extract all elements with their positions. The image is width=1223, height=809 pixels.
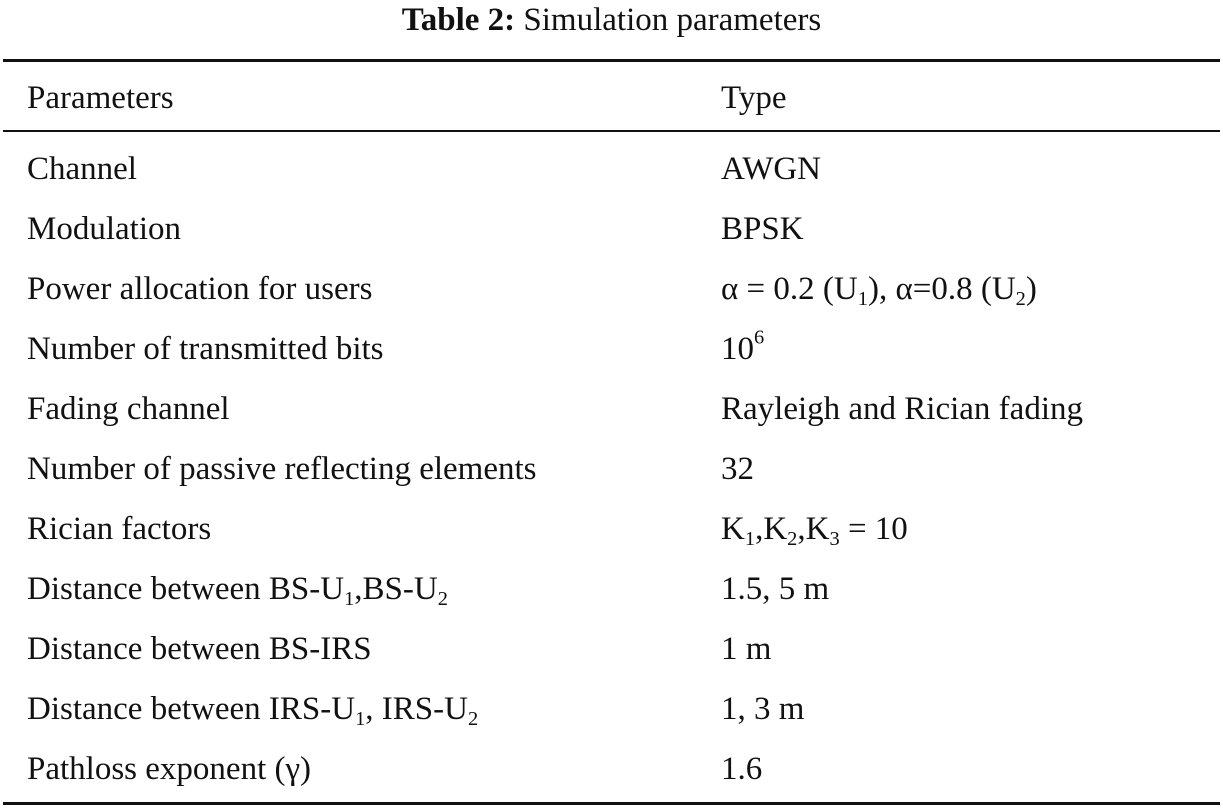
- param-cell: Distance between BS-IRS: [27, 631, 372, 667]
- type-cell: BPSK: [721, 211, 804, 247]
- table-row: [0, 319, 1223, 379]
- table-row: [0, 679, 1223, 739]
- header-type: Type: [721, 80, 787, 116]
- table-row: [0, 559, 1223, 619]
- table-header-row: [0, 68, 1223, 128]
- param-cell: Distance between $BS-U_1,BS-U_2$: [27, 571, 448, 611]
- table-row: [0, 199, 1223, 259]
- type-cell: 1.6: [721, 751, 763, 787]
- table-row: [0, 439, 1223, 499]
- param-cell: Number of transmitted bits: [27, 331, 384, 367]
- table-row: [0, 739, 1223, 799]
- table-row: [0, 379, 1223, 439]
- param-cell: Number of passive reflecting elements: [27, 451, 537, 487]
- param-cell: Rician factors: [27, 511, 212, 547]
- table-row: [0, 619, 1223, 679]
- type-cell: α = 0.2 $(U_1)$, α=0.8 $(U_2)$: [721, 271, 1037, 311]
- param-cell: Distance between IRS-$U_1$, IRS-$U_2$: [27, 691, 479, 731]
- type-cell: 32: [721, 451, 754, 487]
- table-header-rule: [3, 130, 1220, 132]
- param-cell: Pathloss exponent (γ): [27, 751, 312, 787]
- table-caption-label: Table 2:: [401, 2, 516, 38]
- table-row: [0, 499, 1223, 559]
- type-cell: 1 m: [721, 631, 772, 667]
- table-caption: [0, 0, 1223, 44]
- header-parameters: Parameters: [27, 80, 174, 116]
- type-cell: AWGN: [721, 151, 821, 187]
- type-cell: $K_1,K_2,K_3 = 10$: [721, 511, 908, 551]
- param-cell: Modulation: [27, 211, 181, 247]
- table-row: [0, 139, 1223, 199]
- type-cell: 1.5, 5 m: [721, 571, 830, 607]
- type-cell: Rayleigh and Rician fading: [721, 391, 1083, 427]
- param-cell: Channel: [27, 151, 137, 187]
- param-cell: Power allocation for users: [27, 271, 373, 307]
- table-caption-title: Simulation parameters: [523, 2, 822, 38]
- type-cell: $10^6$: [721, 326, 765, 367]
- table-top-rule: [3, 59, 1220, 62]
- param-cell: Fading channel: [27, 391, 230, 427]
- table-row: [0, 259, 1223, 319]
- table-bottom-rule: [3, 802, 1220, 805]
- type-cell: 1, 3 m: [721, 691, 805, 727]
